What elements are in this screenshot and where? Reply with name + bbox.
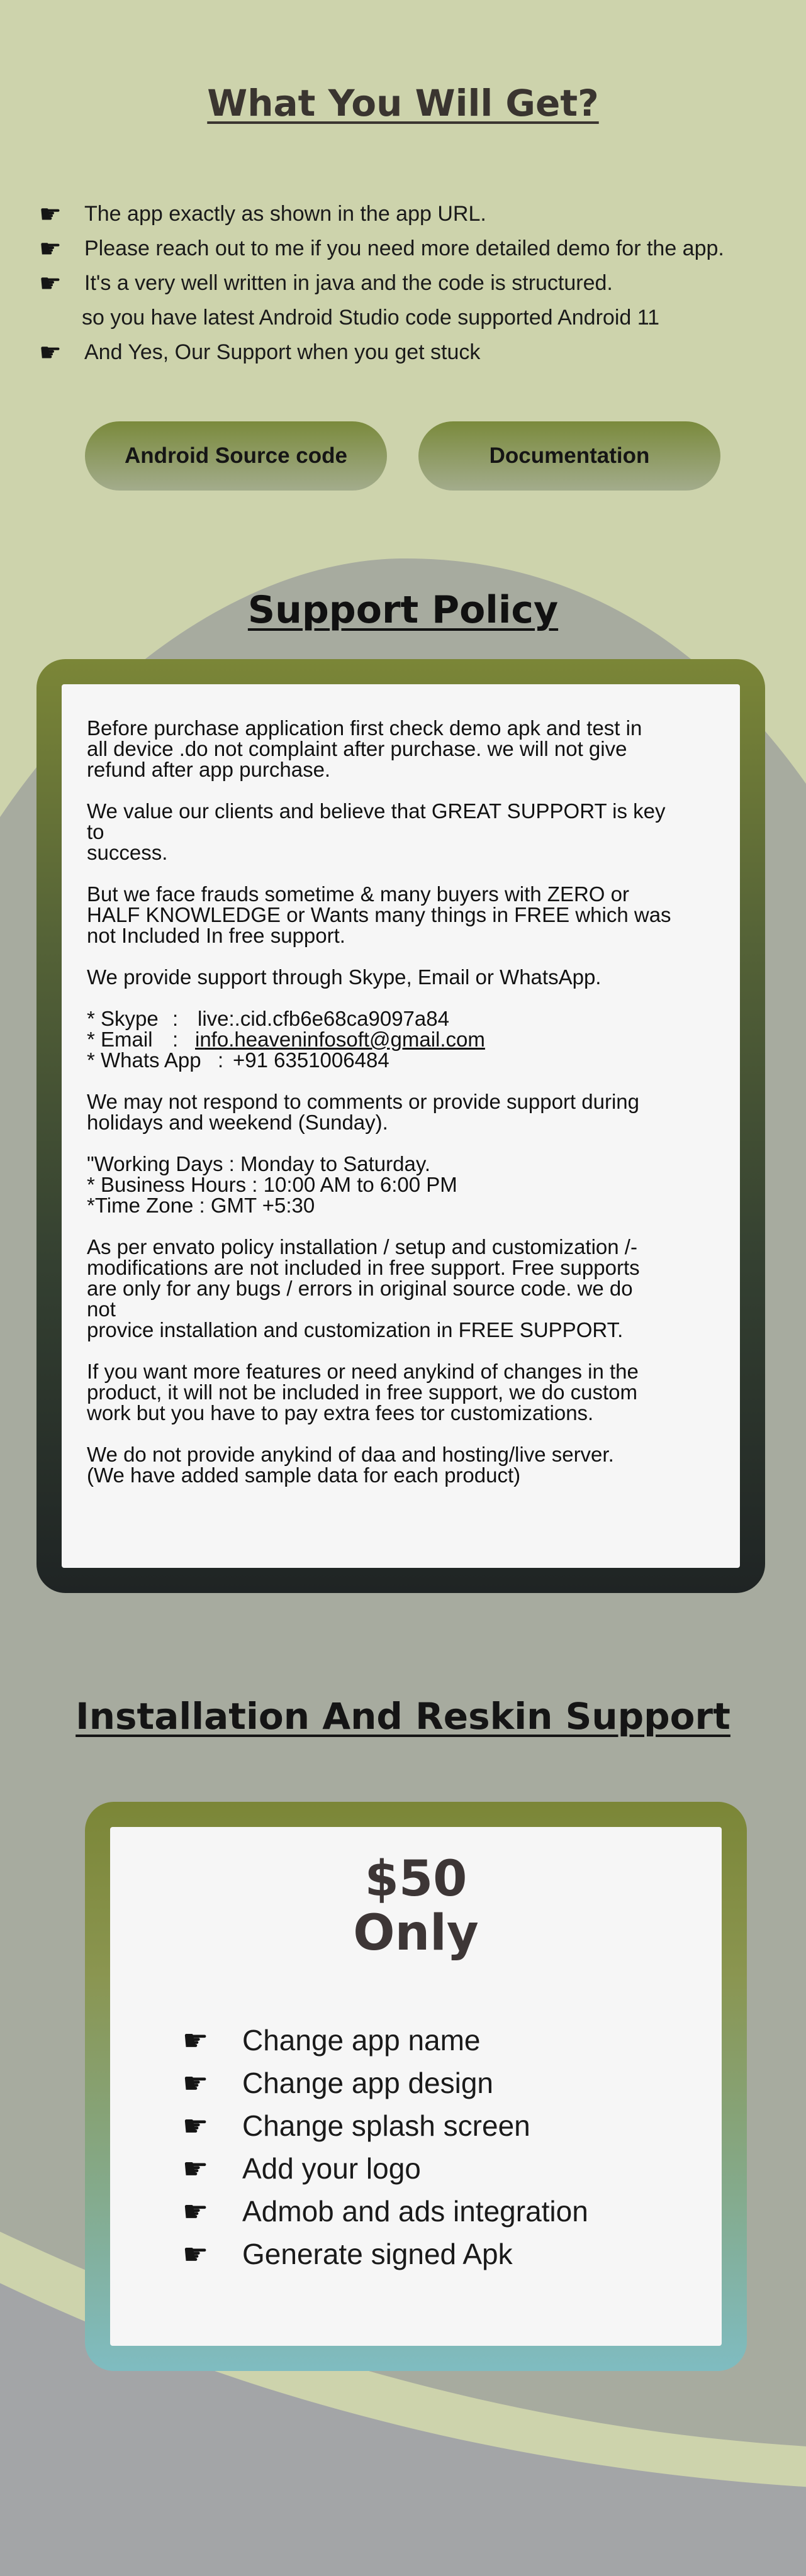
list-item-text: Please reach out to me if you need more detailed demo for the app.	[84, 236, 724, 260]
list-item	[39, 266, 724, 301]
list-item-text: so you have latest Android Studio code supported Android 11	[82, 306, 660, 330]
list-item	[39, 231, 724, 266]
policy-line: *Time Zone : GMT +5:30	[87, 1194, 315, 1217]
whatsapp-label: * Whats App	[87, 1048, 201, 1072]
features-list	[182, 2019, 588, 2275]
benefits-list	[39, 197, 724, 370]
support-policy-card	[62, 684, 740, 1568]
pointing-hand-icon: ☛	[182, 2237, 209, 2271]
price-label	[110, 1852, 722, 1960]
policy-line: holidays and weekend (Sunday).	[87, 1111, 388, 1134]
pointing-hand-icon: ☛	[182, 2109, 209, 2143]
contact-separator: :	[218, 1048, 224, 1072]
policy-paragraph	[87, 1444, 715, 1485]
feature-text: Change app design	[242, 2067, 493, 2099]
support-policy-frame	[36, 659, 765, 1593]
policy-line: "Working Days : Monday to Saturday.	[87, 1152, 431, 1175]
policy-line: to	[87, 820, 104, 843]
pointing-hand-icon: ☛	[182, 2194, 209, 2228]
policy-line: HALF KNOWLEDGE or Wants many things in FREE which was	[87, 903, 671, 926]
policy-line: We may not respond to comments or provide support during	[87, 1090, 639, 1113]
policy-line: product, it will not be included in free support, we do custom	[87, 1380, 637, 1404]
policy-line: provice installation and customization in FREE SUPPORT.	[87, 1318, 624, 1341]
policy-line: We do not provide anykind of daa and hosting/live server.	[87, 1443, 614, 1466]
pointing-hand-icon: ☛	[182, 2023, 209, 2057]
list-item	[182, 2190, 588, 2233]
policy-line: modifications are not included in free support. Free supports	[87, 1256, 640, 1279]
pointing-hand-icon: ☛	[39, 269, 62, 298]
policy-line: not	[87, 1297, 116, 1321]
feature-text: Admob and ads integration	[242, 2195, 588, 2228]
email-label: * Email	[87, 1028, 153, 1051]
installation-card	[110, 1827, 722, 2346]
what-you-get-heading: What You Will Get?	[207, 82, 599, 125]
contact-separator: :	[172, 1028, 179, 1051]
list-item-text: And Yes, Our Support when you get stuck	[84, 340, 481, 364]
list-item	[182, 2062, 588, 2104]
policy-line: * Business Hours : 10:00 AM to 6:00 PM	[87, 1173, 457, 1196]
policy-paragraph	[87, 1361, 715, 1423]
list-item	[39, 197, 724, 231]
whatsapp-number: +91 6351006484	[233, 1048, 389, 1072]
policy-paragraph	[87, 1236, 715, 1340]
android-source-code-button[interactable]: Android Source code	[85, 421, 387, 491]
policy-paragraph	[87, 967, 715, 987]
policy-line: If you want more features or need anykind of changes in the	[87, 1360, 639, 1383]
policy-line: refund after app purchase.	[87, 758, 331, 781]
policy-line: (We have added sample data for each product)	[87, 1463, 521, 1487]
skype-label: * Skype	[87, 1007, 159, 1030]
working-hours	[87, 1153, 715, 1216]
list-item-text: The app exactly as shown in the app URL.	[84, 202, 486, 226]
policy-line: success.	[87, 841, 168, 864]
contact-separator: :	[172, 1007, 179, 1030]
policy-paragraph	[87, 718, 715, 780]
installation-heading: Installation And Reskin Support	[76, 1695, 730, 1738]
feature-text: Change app name	[242, 2024, 481, 2057]
pointing-hand-icon: ☛	[39, 234, 62, 264]
pointing-hand-icon: ☛	[39, 338, 62, 367]
list-item	[182, 2147, 588, 2190]
feature-text: Generate signed Apk	[242, 2238, 513, 2270]
policy-paragraph	[87, 1091, 715, 1133]
list-item	[182, 2104, 588, 2147]
policy-paragraph	[87, 801, 715, 863]
price-suffix: Only	[353, 1905, 479, 1962]
list-item	[39, 335, 724, 370]
documentation-button[interactable]: Documentation	[418, 421, 720, 491]
price-amount: $50	[364, 1851, 467, 1907]
feature-text: Add your logo	[242, 2152, 421, 2185]
policy-line: all device .do not complaint after purchase. we will not give	[87, 737, 627, 760]
email-link[interactable]: info.heaveninfosoft@gmail.com	[195, 1028, 485, 1051]
policy-line: We provide support through Skype, Email or WhatsApp.	[87, 965, 602, 989]
list-item	[182, 2019, 588, 2062]
policy-line: We value our clients and believe that GREAT SUPPORT is key	[87, 799, 666, 823]
policy-line: But we face frauds sometime & many buyers with ZERO or	[87, 882, 629, 906]
policy-line: are only for any bugs / errors in original source code. we do	[87, 1277, 633, 1300]
installation-frame	[85, 1802, 747, 2371]
pointing-hand-icon: ☛	[39, 199, 62, 229]
support-policy-heading: Support Policy	[247, 588, 559, 632]
list-item-continuation	[39, 301, 724, 335]
feature-text: Change splash screen	[242, 2109, 530, 2142]
pointing-hand-icon: ☛	[182, 2151, 209, 2185]
policy-line: not Included In free support.	[87, 924, 345, 947]
policy-line: Before purchase application first check demo apk and test in	[87, 716, 642, 740]
policy-line: As per envato policy installation / setup and customization /-	[87, 1235, 637, 1258]
list-item-text: It's a very well written in java and the code is structured.	[84, 271, 613, 295]
pointing-hand-icon: ☛	[182, 2066, 209, 2100]
contact-block	[87, 1008, 715, 1070]
policy-line: work but you have to pay extra fees tor customizations.	[87, 1401, 594, 1424]
list-item	[182, 2233, 588, 2275]
policy-paragraph	[87, 884, 715, 946]
skype-id: live:.cid.cfb6e68ca9097a84	[198, 1007, 449, 1030]
